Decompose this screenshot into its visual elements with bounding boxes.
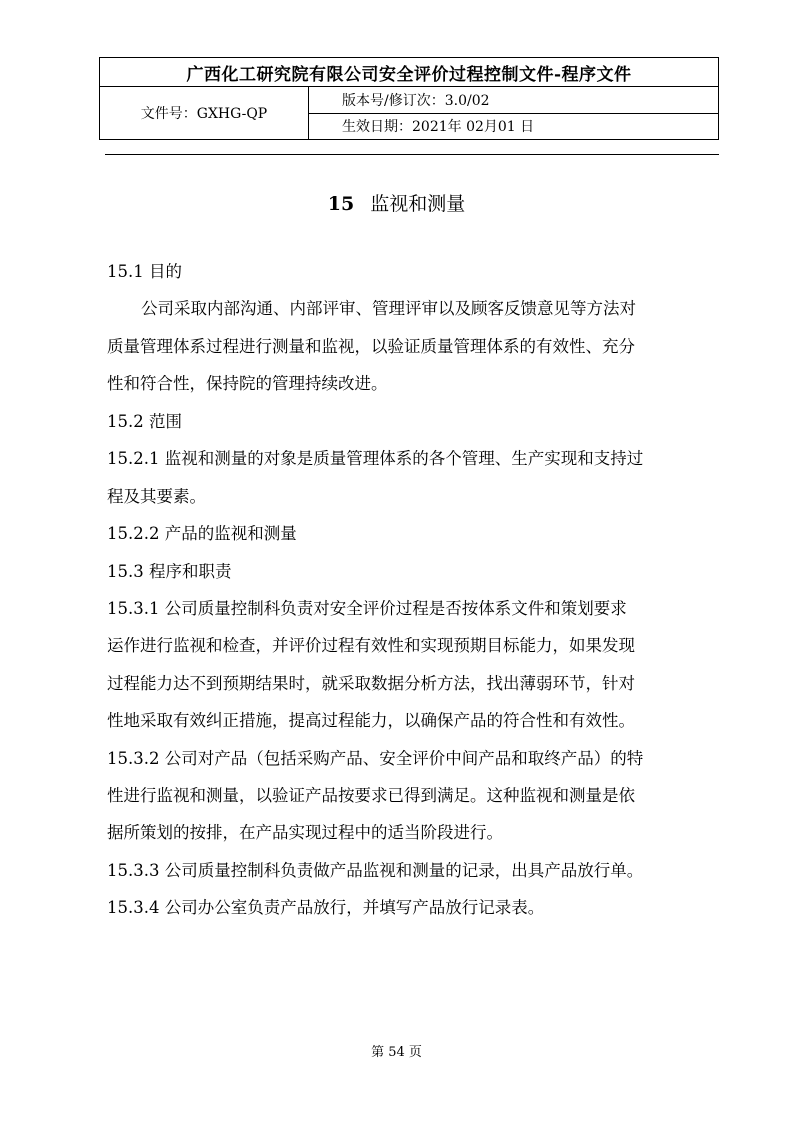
paragraph-line: 质量管理体系过程进行测量和监视，以验证质量管理体系的有效性、充分 bbox=[107, 337, 635, 356]
heading-15-3: 15.3 程序和职责 bbox=[107, 562, 232, 581]
page-number: 第 54 页 bbox=[371, 1045, 422, 1060]
section-heading bbox=[0, 189, 793, 216]
section-number: 15 bbox=[327, 193, 355, 215]
header-divider bbox=[105, 154, 719, 155]
document-header-table bbox=[99, 57, 719, 140]
paragraph-line: 15.3.2 公司对产品（包括采购产品、安全评价中间产品和取终产品）的特 bbox=[107, 749, 644, 768]
paragraph-line: 据所策划的按排，在产品实现过程中的适当阶段进行。 bbox=[107, 823, 503, 842]
paragraph-line: 性进行监视和测量，以验证产品按要求已得到满足。这种监视和测量是依 bbox=[107, 786, 635, 805]
heading-15-2-2: 15.2.2 产品的监视和测量 bbox=[107, 524, 297, 543]
paragraph-line: 公司采取内部沟通、内部评审、管理评审以及顾客反馈意见等方法对 bbox=[141, 299, 636, 318]
paragraph-line: 15.3.4 公司办公室负责产品放行，并填写产品放行记录表。 bbox=[107, 898, 545, 917]
paragraph-line: 性和符合性，保持院的管理持续改进。 bbox=[107, 374, 388, 393]
paragraph-line: 15.2.1 监视和测量的对象是质量管理体系的各个管理、生产实现和支持过 bbox=[107, 449, 644, 468]
paragraph-line: 15.3.3 公司质量控制科负责做产品监视和测量的记录，出具产品放行单。 bbox=[107, 861, 644, 880]
paragraph-line: 运作进行监视和检查，并评价过程有效性和实现预期目标能力，如果发现 bbox=[107, 636, 635, 655]
heading-15-2: 15.2 范围 bbox=[107, 412, 182, 431]
paragraph-line: 程及其要素。 bbox=[107, 487, 206, 506]
file-number: 文件号：GXHG-QP bbox=[100, 87, 309, 140]
version-number: 版本号/修订次：3.0/02 bbox=[309, 87, 719, 114]
paragraph-line: 15.3.1 公司质量控制科负责对安全评价过程是否按体系文件和策划要求 bbox=[107, 599, 627, 618]
section-title: 监视和测量 bbox=[370, 193, 466, 215]
effective-date: 生效日期：2021年 02月01 日 bbox=[309, 113, 719, 140]
document-header-title: 广西化工研究院有限公司安全评价过程控制文件-程序文件 bbox=[100, 58, 719, 87]
paragraph-line: 过程能力达不到预期结果时，就采取数据分析方法，找出薄弱环节，针对 bbox=[107, 674, 635, 693]
heading-15-1: 15.1 目的 bbox=[107, 262, 182, 281]
paragraph-line: 性地采取有效纠正措施，提高过程能力，以确保产品的符合性和有效性。 bbox=[107, 711, 635, 730]
